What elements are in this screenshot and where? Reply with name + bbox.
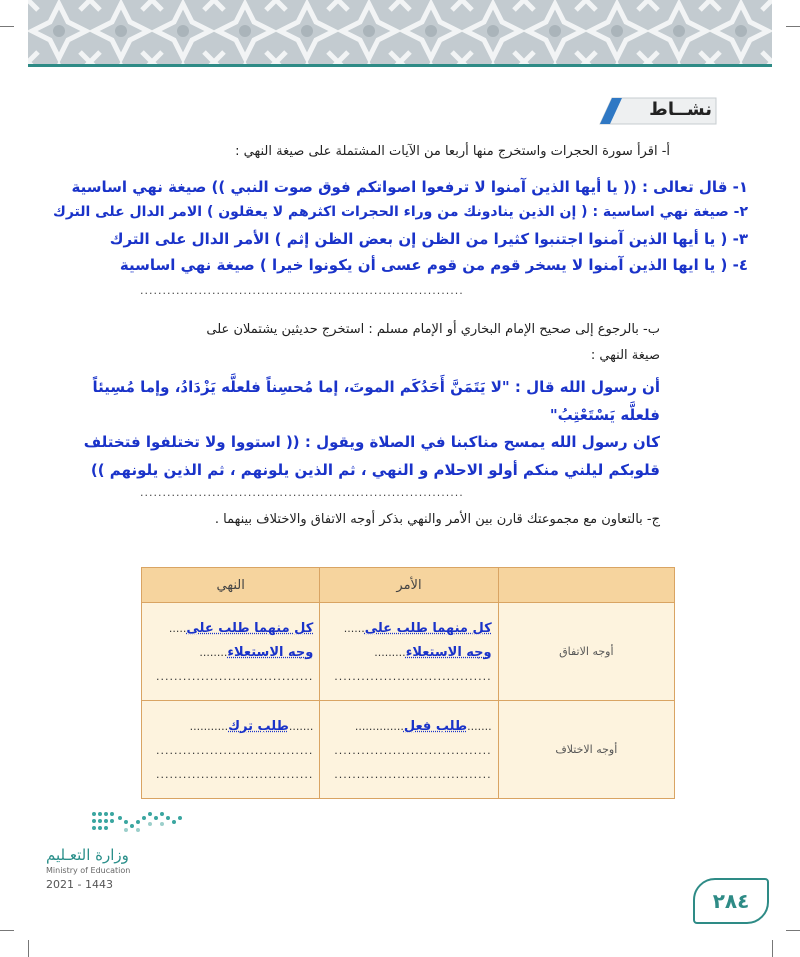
answer-line: ................................... bbox=[155, 670, 314, 683]
answer-line: كل منهما طلب على..... bbox=[168, 621, 314, 636]
page-number: ٢٨٤ bbox=[693, 878, 769, 924]
part-b-prompt-line1: ب- بالرجوع إلى صحيح الإمام البخاري أو الإمام مسلم : استخرج حديثين يشتملان على bbox=[206, 322, 660, 337]
crop-mark bbox=[772, 940, 773, 957]
ministry-year: 2021 - 1443 bbox=[46, 878, 113, 891]
difference-nahy-text: طلب ترك bbox=[228, 719, 289, 734]
table-header-nahy: النهي bbox=[142, 568, 320, 603]
row-label-agreement: أوجه الاتفاق bbox=[498, 603, 674, 701]
answer-line: .......طلب ترك........... bbox=[189, 719, 314, 734]
table-header-amr: الأمر bbox=[320, 568, 498, 603]
agreement-nahy-cell bbox=[142, 603, 320, 701]
activity-tab bbox=[598, 96, 718, 126]
ministry-name-en: Ministry of Education bbox=[46, 866, 131, 875]
answer-line: ................................... bbox=[155, 768, 314, 781]
agreement-amr-text-2: وجه الاستعلاء bbox=[405, 645, 492, 660]
crop-mark bbox=[0, 930, 14, 931]
ministry-logo bbox=[46, 808, 196, 898]
agreement-nahy-text-2: وجه الاستعلاء bbox=[227, 645, 314, 660]
part-a-answer-3: ٣- ( يا أيها الذين آمنوا اجتنبوا كثيرا من الظن إن بعض الظن إثم ) الأمر الدال على الترك bbox=[109, 230, 748, 248]
difference-amr-cell bbox=[320, 701, 498, 799]
answer-line: كل منهما طلب على...... bbox=[343, 621, 492, 636]
answer-line: وجه الاستعلاء........ bbox=[199, 645, 314, 660]
answer-line: ................................... bbox=[334, 768, 492, 781]
part-b-prompt-line2: صيغة النهي : bbox=[590, 348, 660, 363]
answer-line: وجه الاستعلاء......... bbox=[374, 645, 492, 660]
crop-mark bbox=[0, 26, 14, 27]
crop-mark bbox=[786, 930, 800, 931]
dotted-line: ........................................................................ bbox=[140, 284, 464, 297]
part-b-answer-1: أن رسول الله قال : "لا يَتَمَنَّ أَحَدُكَم الموتَ، إما مُحسِناً فلعلَّه يَزْدَادُ، وإما مُسِيئاً bbox=[92, 378, 660, 396]
activity-title: نشــاط bbox=[649, 99, 712, 120]
part-a-answer-4: ٤- ( يا ايها الذين آمنوا لا يسخر قوم من قوم عسى أن يكونوا خيرا ) صيغة نهي اساسية bbox=[119, 256, 748, 274]
answer-line: .......طلب فعل.............. bbox=[354, 719, 492, 734]
difference-amr-text: طلب فعل bbox=[403, 719, 468, 734]
part-c-prompt: ج- بالتعاون مع مجموعتك قارن بين الأمر والنهي بذكر أوجه الاتفاق والاختلاف بينهما . bbox=[214, 512, 660, 527]
answer-line: ................................... bbox=[334, 670, 492, 683]
answer-line: ................................... bbox=[334, 744, 492, 757]
part-b-answer-2: فلعلَّه يَسْتَعْتِبُ" bbox=[549, 406, 660, 424]
row-label-difference: أوجه الاختلاف bbox=[498, 701, 674, 799]
agreement-amr-cell bbox=[320, 603, 498, 701]
part-a-prompt: أ- اقرأ سورة الحجرات واستخرج منها أربعا من الآيات المشتملة على صيغة النهي : bbox=[235, 144, 670, 159]
ministry-dots-icon bbox=[90, 808, 190, 838]
banner-divider bbox=[28, 64, 772, 67]
crop-mark bbox=[786, 26, 800, 27]
agreement-amr-text-1: كل منهما طلب على bbox=[364, 621, 492, 636]
decorative-banner bbox=[28, 0, 772, 66]
agreement-nahy-text-1: كل منهما طلب على bbox=[186, 621, 314, 636]
crop-mark bbox=[28, 940, 29, 957]
part-a-answer-2: ٢- صيغة نهي اساسية : ( إن الذين ينادونك من وراء الحجرات اكثرهم لا يعقلون ) الامر الدال على الترك bbox=[53, 204, 748, 220]
comparison-table bbox=[141, 567, 675, 799]
answer-line: ................................... bbox=[155, 744, 314, 757]
dotted-line: ........................................................................ bbox=[140, 486, 464, 499]
part-a-answer-1: ١- قال تعالى : (( يا أيها الذين آمنوا لا ترفعوا اصواتكم فوق صوت النبي )) صيغة نهي اساسية bbox=[71, 178, 748, 196]
part-b-answer-3: كان رسول الله يمسح مناكبنا في الصلاة ويقول : (( استووا ولا تختلفوا فتختلف bbox=[83, 433, 660, 451]
table-header-row bbox=[142, 568, 675, 603]
table-row bbox=[142, 603, 675, 701]
ministry-name-ar: وزارة التعـليم bbox=[46, 846, 129, 864]
table-row bbox=[142, 701, 675, 799]
part-b-answer-4: قلوبكم ليلني منكم أولو الاحلام و النهي ، ثم الذين يلونهم ، ثم الذين يلونهم )) bbox=[90, 461, 660, 479]
difference-nahy-cell bbox=[142, 701, 320, 799]
table-header-empty bbox=[498, 568, 674, 603]
